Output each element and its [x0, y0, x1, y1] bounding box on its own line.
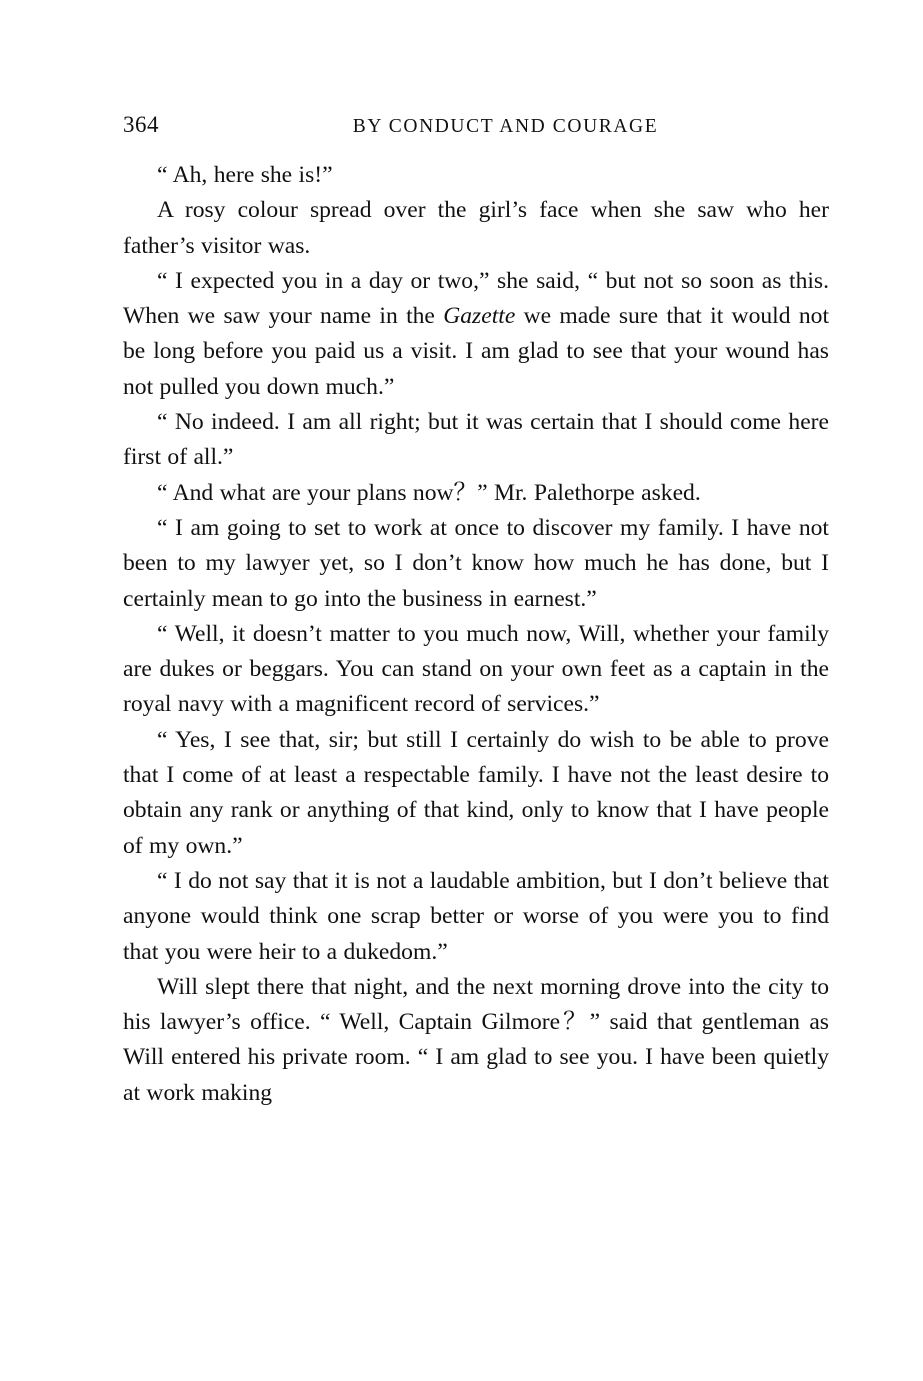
paragraph: Will slept there that night, and the next morning drove into the city to his lawyer’s office. “ Well, Captain Gilmore？” said that gentleman as Will entered his private room. “ I am glad to see you. I have been quietly at work making: [123, 973, 829, 1106]
running-head: BY CONDUCT AND COURAGE: [352, 116, 659, 137]
paragraph: [123, 264, 829, 405]
page-body: [123, 158, 829, 1111]
page-number: 364: [123, 112, 159, 137]
italic-title-gazette: Gazette: [443, 303, 516, 330]
paragraph: “ I do not say that it is not a laudable ambition, but I don’t believe that anyone would think one scrap better or worse of you were you to find that you were heir to a dukedom.”: [123, 867, 829, 965]
paragraph-text-after-italic: we made sure that it would not be long before you paid us a visit. I am glad to see that your wound has not pulled you down much.”: [123, 303, 829, 400]
page-header: [123, 112, 828, 140]
paragraph-text-before-italic: “ I expected you in a day or two,” she said, “ but not so soon as this. When we saw your name in the: [123, 267, 829, 330]
paragraph: “ Well, it doesn’t matter to you much now, Will, whether your family are dukes or beggars. You can stand on your own feet as a captain in the royal navy with a magnificent record of services.”: [123, 620, 829, 718]
paragraph: “ I am going to set to work at once to discover my family. I have not been to my lawyer yet, so I don’t know how much he has done, but I certainly mean to go into the business in earnest.”: [123, 514, 829, 612]
paragraph: “ And what are your plans now？” Mr. Palethorpe asked.: [157, 479, 701, 506]
paragraph: “ Ah, here she is!”: [157, 162, 333, 188]
paragraph: “ No indeed. I am all right; but it was certain that I should come here first of all.”: [123, 409, 829, 471]
paragraph: “ Yes, I see that, sir; but still I certainly do wish to be able to prove that I come of at least a respectable family. I have not the least desire to obtain any rank or anything of that kind, only to know that I have people of my own.”: [123, 726, 829, 859]
paragraph: A rosy colour spread over the girl’s face when she saw who her father’s visitor was.: [123, 197, 829, 259]
